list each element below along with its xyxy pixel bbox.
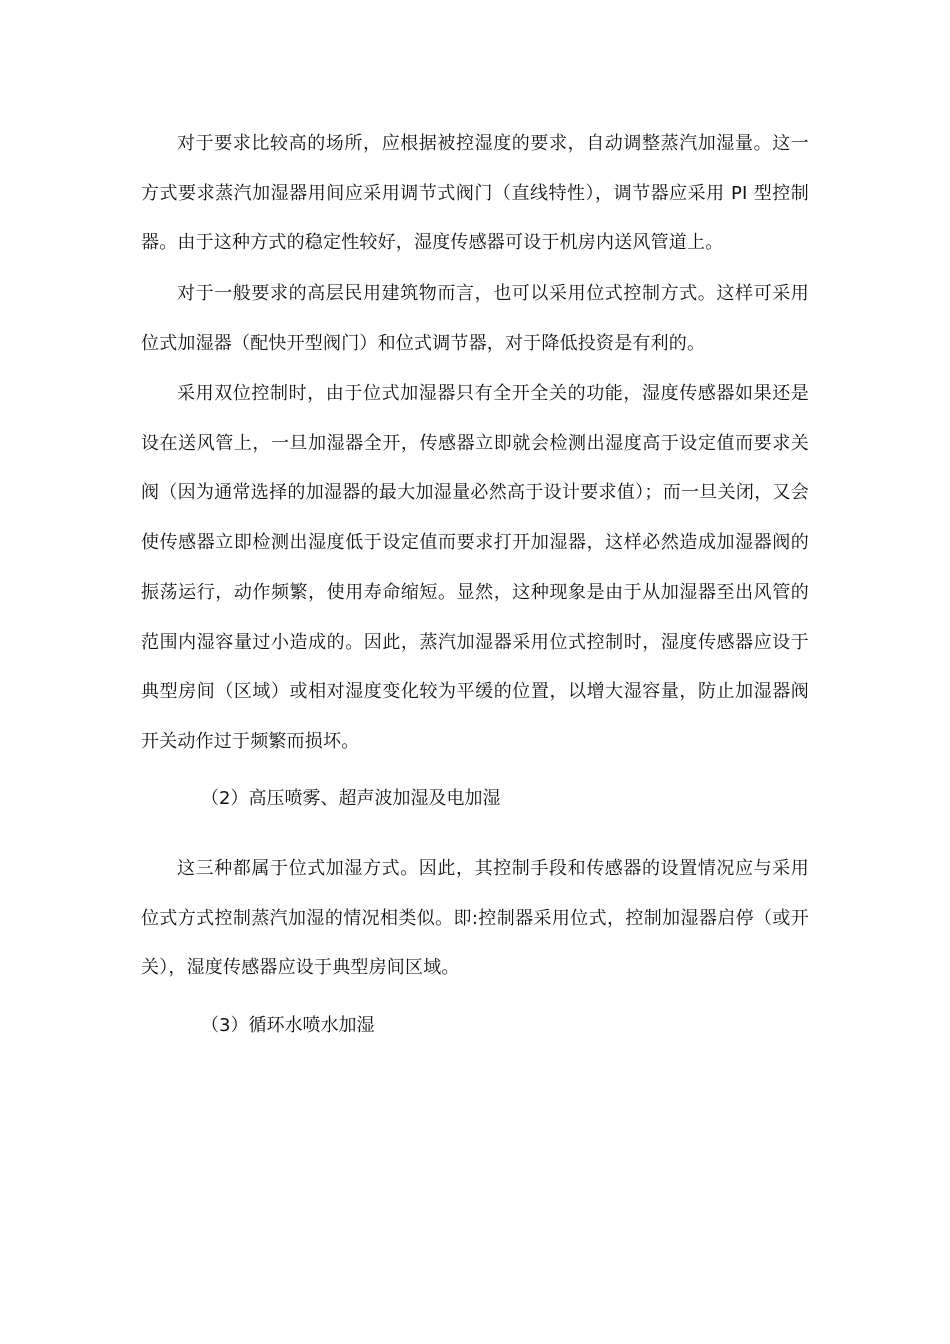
section-heading-2: （2）高压喷雾、超声波加湿及电加湿 <box>201 788 501 809</box>
section-heading-3: （3）循环水喷水加湿 <box>201 1015 375 1036</box>
paragraph-three-onoff-methods: 这三种都属于位式加湿方式。因此，其控制手段和传感器的设置情况应与采用位式方式控制蒸汽加湿的情况相类似。即:控制器采用位式，控制加湿器启停（或开关），湿度传感器应设于典型房间区域。 <box>141 858 809 979</box>
paragraph-onoff-control-option: 对于一般要求的高层民用建筑物而言，也可以采用位式控制方式。这样可采用位式加湿器（配快开型阀门）和位式调节器，对于降低投资是有利的。 <box>141 283 809 354</box>
paragraph-two-position-control: 采用双位控制时，由于位式加湿器只有全开全关的功能，湿度传感器如果还是设在送风管上，一旦加湿器全开，传感器立即就会检测出湿度高于设定值而要求关阀（因为通常选择的加湿器的最大加湿量必然高于设计要求值）；而一旦关闭，又会使传感器立即检测出湿度低于设定值而要求打开加湿器，这样必然造成加湿器阀的振荡运行，动作频繁，使用寿命缩短。显然，这种现象是由于从加湿器至出风管的范围内湿容量过小造成的。因此，蒸汽加湿器采用位式控制时，湿度传感器应设于典型房间（区域）或相对湿度变化较为平缓的位置，以增大湿容量，防止加湿器阀开关动作过于频繁而损坏。 <box>141 383 809 752</box>
paragraph-steam-humidifier-regulating: 对于要求比较高的场所，应根据被控湿度的要求，自动调整蒸汽加湿量。这一方式要求蒸汽加湿器用间应采用调节式阀门（直线特性），调节器应采用 PI 型控制器。由于这种方式的稳定性较好，湿度传感器可设于机房内送风管道上。 <box>141 133 809 254</box>
